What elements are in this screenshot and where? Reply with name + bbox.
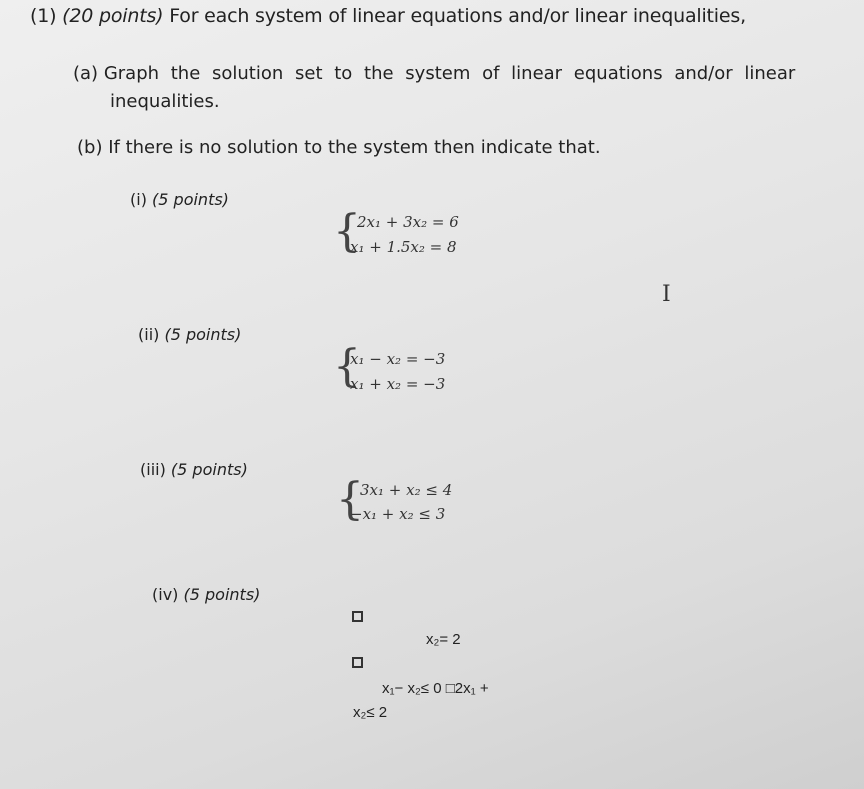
instruction-a [73, 63, 795, 84]
part-i-eq1: 2x₁ + 3x₂ = 6 [357, 213, 459, 231]
instruction-a-line1: Graph the solution set to the system of linear equations and/or linear [103, 63, 796, 84]
question-prompt: For each system of linear equations and/or linear inequalities, [169, 5, 746, 27]
left-brace-icon: { [333, 341, 361, 392]
instruction-a-label: (a) [73, 63, 99, 84]
part-iv-line1: x₂= 2 [426, 631, 461, 648]
instruction-b-text: If there is no solution to the system then indicate that. [108, 137, 601, 158]
part-ii-points: (5 points) [164, 325, 242, 344]
part-ii-label [138, 325, 241, 344]
part-iv-label [152, 585, 260, 604]
instruction-a-line2: inequalities. [110, 91, 220, 112]
part-iii-label [140, 460, 248, 479]
left-brace-icon: { [336, 474, 364, 525]
part-iv-line2: x₁− x₂≤ 0 □2x₁ + [382, 680, 489, 697]
instruction-b-label: (b) [77, 137, 103, 158]
part-i-number: (i) [130, 190, 147, 209]
part-iii-points: (5 points) [170, 460, 248, 479]
question-number: (1) [30, 5, 57, 27]
part-ii-eq2: x₁ + x₂ = −3 [350, 375, 446, 393]
part-iii-eq1: 3x₁ + x₂ ≤ 4 [360, 481, 453, 499]
part-i-eq2: x₁ + 1.5x₂ = 8 [350, 238, 457, 256]
part-iii-number: (iii) [140, 460, 166, 479]
part-iii-eq2: −x₁ + x₂ ≤ 3 [350, 505, 446, 523]
question-points: (20 points) [62, 5, 164, 27]
question-heading [30, 5, 746, 27]
left-brace-icon: { [333, 206, 361, 257]
part-iv-points: (5 points) [183, 585, 261, 604]
part-iv-line3: x₂≤ 2 [353, 704, 388, 721]
missing-glyph-box-icon [352, 611, 363, 622]
missing-glyph-box-icon [352, 657, 363, 668]
part-ii-number: (ii) [138, 325, 160, 344]
part-ii-eq1: x₁ − x₂ = −3 [350, 350, 446, 368]
text-cursor-icon: I [662, 282, 671, 307]
part-iv-number: (iv) [152, 585, 179, 604]
instruction-b [77, 137, 601, 158]
part-i-points: (5 points) [152, 190, 229, 209]
part-i-label [130, 190, 229, 209]
